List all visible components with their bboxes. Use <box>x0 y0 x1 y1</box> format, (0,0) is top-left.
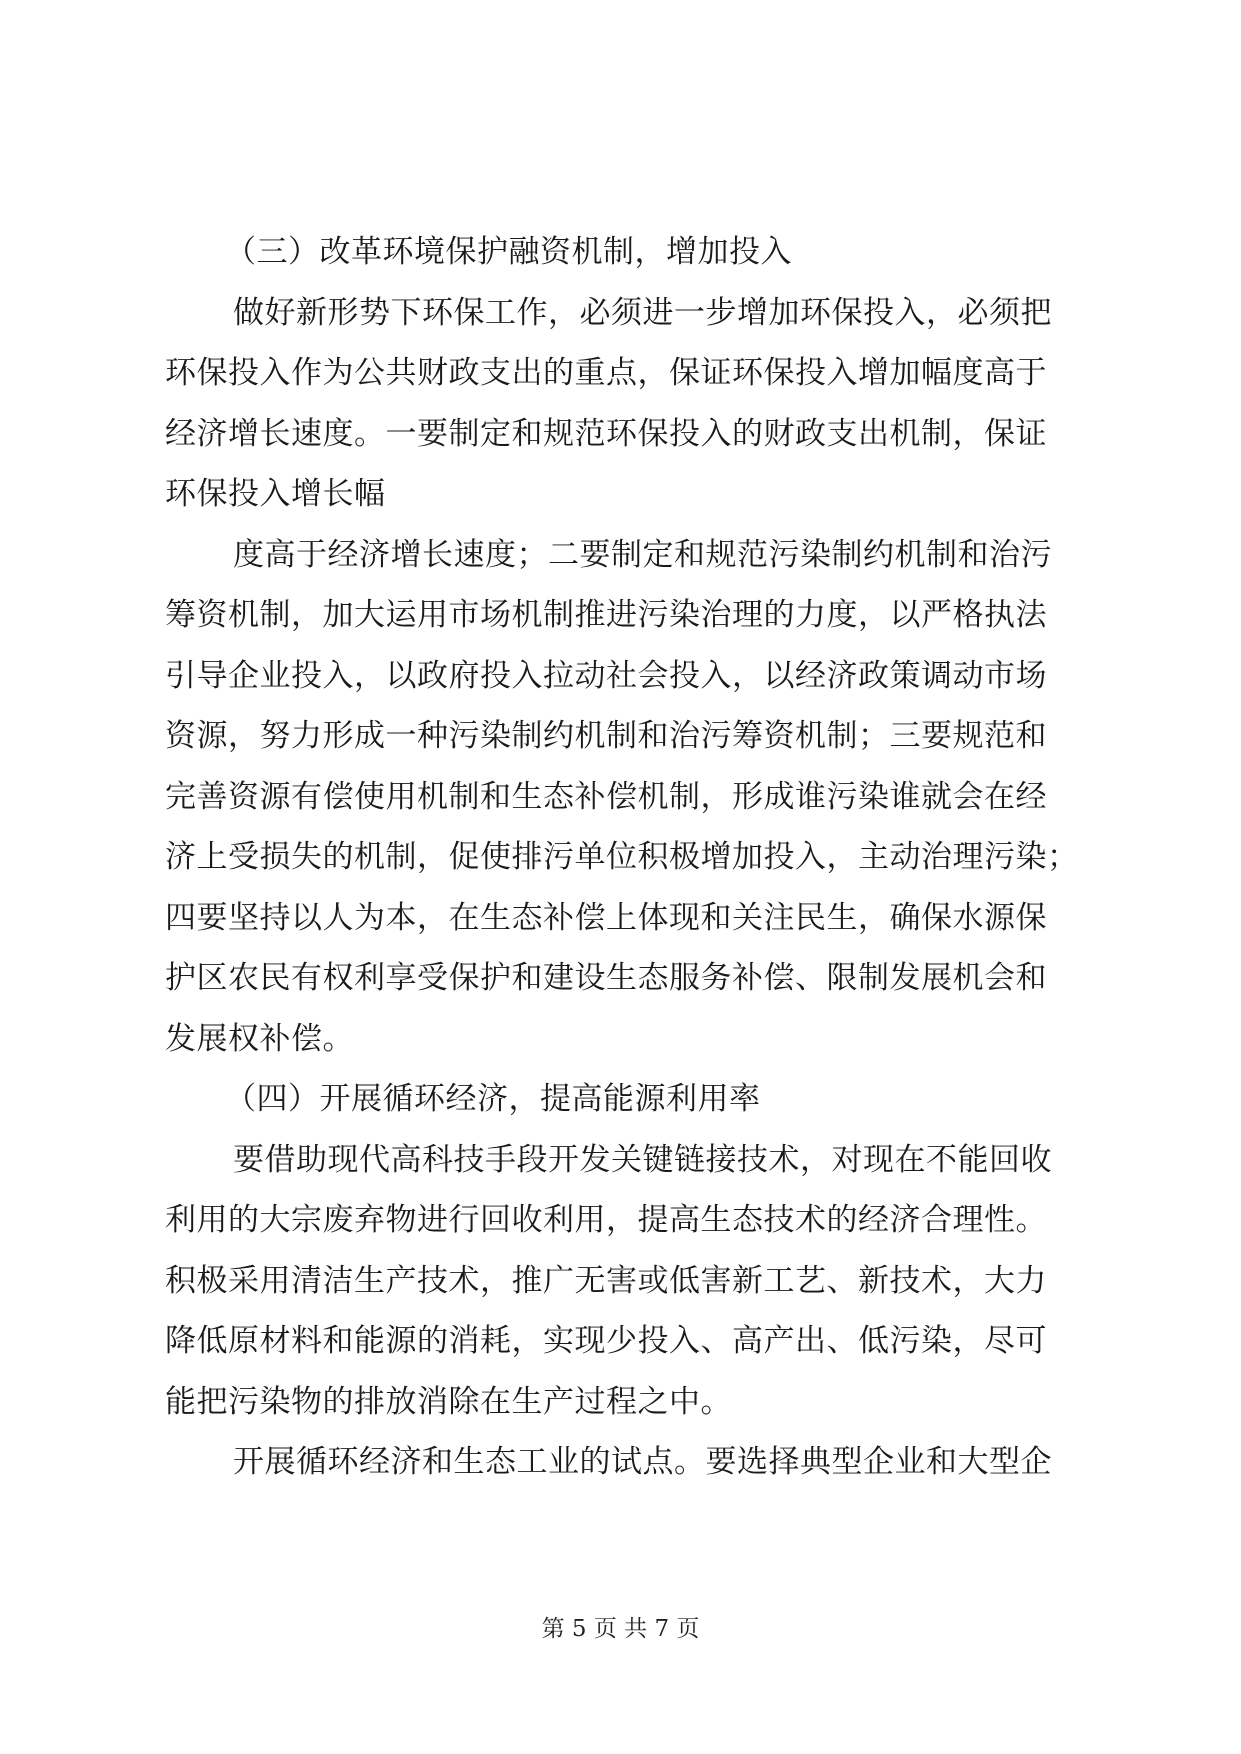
paragraph-line: 降低原材料和能源的消耗，实现少投入、高产出、低污染，尽可 <box>165 1323 1047 1359</box>
document-body <box>165 222 1085 1493</box>
paragraph-line: 能把污染物的排放消除在生产过程之中。 <box>165 1383 732 1420</box>
paragraph-line: 发展权补偿。 <box>165 1020 354 1057</box>
paragraph-line: 度高于经济增长速度；二要制定和规范污染制约机制和治污 <box>233 536 1052 573</box>
paragraph-line: 完善资源有偿使用机制和生态补偿机制，形成谁污染谁就会在经 <box>165 778 1047 815</box>
paragraph-line: 经济增长速度。一要制定和规范环保投入的财政支出机制，保证 <box>165 415 1047 452</box>
paragraph-line: 积极采用清洁生产技术，推广无害或低害新工艺、新技术，大力 <box>165 1262 1047 1299</box>
paragraph-line: 引导企业投入，以政府投入拉动社会投入，以经济政策调动市场 <box>165 657 1047 694</box>
paragraph-line: 做好新形势下环保工作，必须进一步增加环保投入，必须把 <box>233 294 1052 331</box>
paragraph-line: 四要坚持以人为本，在生态补偿上体现和关注民生，确保水源保 <box>165 899 1047 936</box>
paragraph-line: 筹资机制，加大运用市场机制推进污染治理的力度，以严格执法 <box>165 597 1047 633</box>
paragraph-line: 护区农民有权利享受保护和建设生态服务补偿、限制发展机会和 <box>165 960 1047 996</box>
paragraph-line: 济上受损失的机制，促使排污单位积极增加投入，主动治理污染； <box>165 839 1079 875</box>
section-heading-3: （三）改革环境保护融资机制，增加投入 <box>225 234 792 270</box>
section-heading-4: （四）开展循环经济，提高能源利用率 <box>225 1081 761 1117</box>
paragraph-line: 利用的大宗废弃物进行回收利用，提高生态技术的经济合理性。 <box>165 1202 1047 1238</box>
page-footer: 第 5 页 共 7 页 <box>541 1616 700 1642</box>
paragraph-line: 资源，努力形成一种污染制约机制和治污筹资机制；三要规范和 <box>165 718 1047 754</box>
paragraph-line: 环保投入增长幅 <box>165 476 386 512</box>
paragraph-line: 开展循环经济和生态工业的试点。要选择典型企业和大型企 <box>233 1444 1052 1480</box>
paragraph-line: 要借助现代高科技手段开发关键链接技术，对现在不能回收 <box>233 1141 1052 1178</box>
paragraph-line: 环保投入作为公共财政支出的重点，保证环保投入增加幅度高于 <box>165 355 1047 391</box>
